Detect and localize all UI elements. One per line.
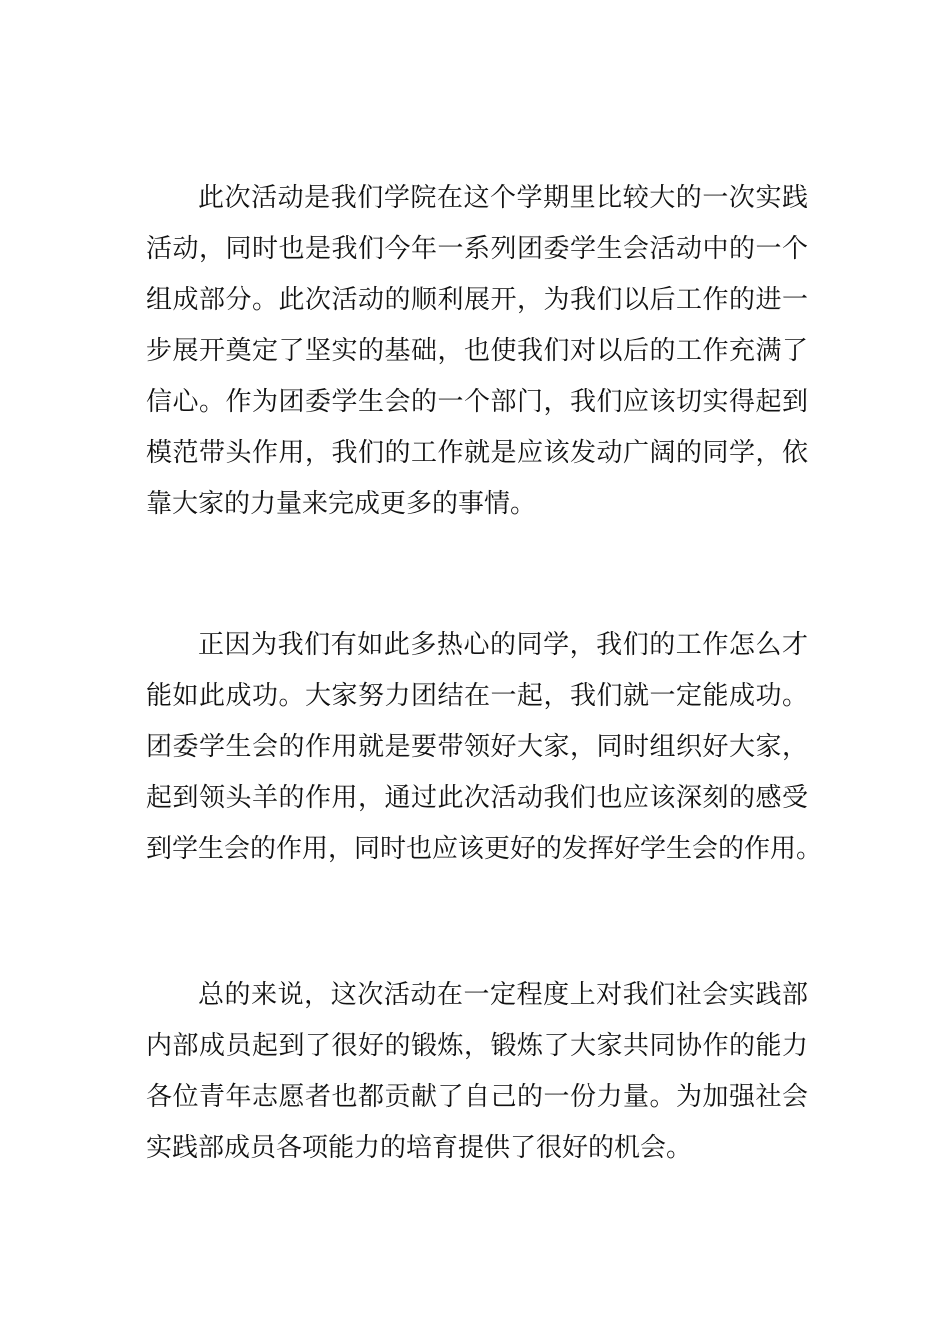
paragraph-line: 步展开奠定了坚实的基础，也使我们对以后的工作充满了 (146, 336, 808, 366)
paragraph-line: 靠大家的力量来完成更多的事情。 (146, 489, 537, 519)
paragraph-2 (146, 620, 823, 875)
paragraph-line: 此次活动是我们学院在这个学期里比较大的一次实践 (198, 183, 808, 213)
paragraph-line: 团委学生会的作用就是要带领好大家，同时组织好大家， (146, 732, 808, 762)
paragraph-line: 总的来说，这次活动在一定程度上对我们社会实践部 (198, 980, 808, 1010)
paragraph-line: 信心。作为团委学生会的一个部门，我们应该切实得起到 (146, 387, 808, 417)
paragraph-line: 正因为我们有如此多热心的同学，我们的工作怎么才 (198, 630, 808, 660)
paragraph-line: 活动，同时也是我们今年一系列团委学生会活动中的一个 (146, 234, 808, 264)
paragraph-line: 模范带头作用，我们的工作就是应该发动广阔的同学，依 (146, 438, 808, 468)
paragraph-line: 实践部成员各项能力的培育提供了很好的机会。 (146, 1133, 693, 1163)
paragraph-line: 组成部分。此次活动的顺利展开，为我们以后工作的进一 (146, 285, 808, 315)
paragraph-1 (146, 173, 808, 530)
paragraph-3 (146, 970, 808, 1174)
paragraph-line: 到学生会的作用，同时也应该更好的发挥好学生会的作用。 (146, 834, 823, 864)
paragraph-line: 各位青年志愿者也都贡献了自己的一份力量。为加强社会 (146, 1082, 808, 1112)
paragraph-line: 内部成员起到了很好的锻炼，锻炼了大家共同协作的能力 (146, 1031, 808, 1061)
paragraph-line: 起到领头羊的作用，通过此次活动我们也应该深刻的感受 (146, 783, 808, 813)
paragraph-line: 能如此成功。大家努力团结在一起，我们就一定能成功。 (146, 681, 808, 711)
